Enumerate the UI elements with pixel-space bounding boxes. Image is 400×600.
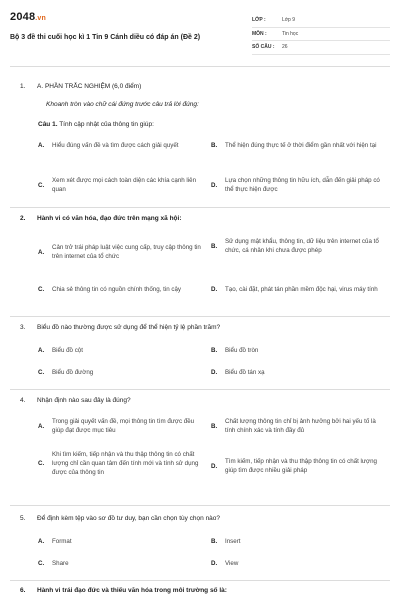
option-d[interactable] <box>211 285 381 294</box>
option-letter: C. <box>38 286 45 293</box>
option-text: Hiểu đúng vấn đề và tìm được cách giải quyết <box>52 142 179 149</box>
option-a[interactable] <box>38 417 203 435</box>
question-5 <box>20 514 390 523</box>
option-text: Sử dụng mật khẩu, thông tin, dữ liệu trên internet của tổ chức, cá nhân khi chưa được phép <box>225 238 379 254</box>
question-text: Để định kèm tệp vào sơ đồ tư duy, bạn cần chọn tùy chọn nào? <box>37 515 221 522</box>
option-b[interactable] <box>211 141 381 150</box>
option-text: Cản trở trái pháp luật việc cung cấp, truy cập thông tin trên internet của tổ chức <box>52 244 201 260</box>
option-letter: B. <box>211 242 218 250</box>
option-text: Biểu đồ tròn <box>225 347 259 354</box>
option-d[interactable] <box>211 457 381 475</box>
option-d[interactable] <box>211 559 381 568</box>
option-letter: A. <box>38 538 45 545</box>
option-b[interactable] <box>211 346 381 355</box>
option-text: Biểu đồ cột <box>52 347 83 354</box>
option-text: Share <box>52 560 69 567</box>
option-text: Insert <box>225 538 241 545</box>
meta-value: Lớp 9 <box>282 17 296 24</box>
question-number: 1. <box>20 83 26 90</box>
exam-meta <box>252 14 390 55</box>
site-logo[interactable] <box>10 11 46 23</box>
option-text: Format <box>52 538 72 545</box>
option-d[interactable] <box>211 176 381 194</box>
option-text: Trong giải quyết vấn đề, mọi thông tin tìm được đều giúp đạt được mục tiêu <box>52 418 195 434</box>
option-text: Thể hiện đúng thực tế ở thời điểm gần nhất với hiện tại <box>225 142 377 149</box>
option-text: Lựa chọn những thông tin hữu ích, dẫn đến giải pháp có thể thực hiện được <box>225 177 380 193</box>
option-c[interactable] <box>38 176 203 194</box>
option-letter: A. <box>38 347 45 354</box>
exam-title: Bộ 3 đề thi cuối học kì 1 Tin 9 Cánh diều có đáp án (Đề 2) <box>10 34 201 41</box>
option-d[interactable] <box>211 368 381 377</box>
divider <box>10 207 390 208</box>
logo-suffix: .vn <box>35 15 46 22</box>
sub-question-text: Tính cập nhật của thông tin giúp: <box>57 121 154 128</box>
meta-key: SỐ CÂU : <box>252 44 275 51</box>
option-b[interactable] <box>211 237 381 255</box>
sub-question <box>38 121 154 128</box>
question-number: 6. <box>20 587 26 594</box>
instruction-text: Khoanh tròn vào chữ cái đứng trước câu trả lời đúng: <box>46 101 199 108</box>
option-c[interactable] <box>38 368 203 377</box>
option-letter: B. <box>211 538 218 545</box>
option-text: Chia sẻ thông tin có nguồn chính thống, tin cậy <box>52 286 181 293</box>
question-number: 5. <box>20 515 26 522</box>
meta-value: 26 <box>282 44 288 51</box>
question-6 <box>20 586 390 595</box>
option-letter: D. <box>211 560 218 567</box>
option-a[interactable] <box>38 141 203 150</box>
question-number: 3. <box>20 324 26 331</box>
option-letter: C. <box>38 369 45 376</box>
divider <box>10 66 390 67</box>
option-text: Biểu đồ đường <box>52 369 94 376</box>
option-letter: C. <box>38 460 45 467</box>
option-letter: A. <box>38 248 45 256</box>
option-letter: B. <box>211 422 218 430</box>
meta-row-count <box>252 41 390 55</box>
option-c[interactable] <box>38 450 203 477</box>
option-a[interactable] <box>38 346 203 355</box>
question-1 <box>20 82 390 91</box>
meta-row-class <box>252 14 390 28</box>
question-text: Nhận định nào sau đây là đúng? <box>37 397 131 404</box>
question-4 <box>20 396 390 405</box>
question-text: Biểu đồ nào thường được sử dụng để thể hiện tỷ lệ phần trăm? <box>37 324 221 331</box>
question-number: 2. <box>20 215 26 222</box>
option-a[interactable] <box>38 243 203 261</box>
option-text: Tìm kiếm, tiếp nhận và thu thập thông tin có chất lượng giúp tìm được nhiều giải pháp <box>225 458 377 474</box>
question-number: 4. <box>20 397 26 404</box>
option-c[interactable] <box>38 285 203 294</box>
question-2 <box>20 214 390 223</box>
option-letter: D. <box>211 369 218 376</box>
divider <box>10 389 390 390</box>
question-3 <box>20 323 390 332</box>
option-letter: A. <box>38 422 45 430</box>
page-header <box>0 0 400 70</box>
option-letter: D. <box>211 181 218 189</box>
option-letter: A. <box>38 142 45 149</box>
option-text: Xem xét được mọi cách toàn diện các khía cạnh liên quan <box>52 177 197 193</box>
option-text: View <box>225 560 239 567</box>
option-c[interactable] <box>38 559 203 568</box>
divider <box>10 316 390 317</box>
option-text: Khi tìm kiếm, tiếp nhận và thu thập thông tin có chất lượng chỉ cần quan tâm đến tính mới và tính sử dụng được của thông tin <box>52 451 199 476</box>
meta-row-subject <box>252 28 390 42</box>
divider <box>10 580 390 581</box>
option-letter: D. <box>211 286 218 293</box>
option-letter: B. <box>211 142 218 149</box>
meta-key: LỚP : <box>252 17 266 24</box>
option-letter: D. <box>211 462 218 470</box>
divider <box>10 505 390 506</box>
option-a[interactable] <box>38 537 203 546</box>
option-letter: C. <box>38 181 45 189</box>
option-b[interactable] <box>211 537 381 546</box>
option-text: Tạo, cài đặt, phát tán phần mềm độc hại, virus máy tính <box>225 286 378 293</box>
section-title: A. PHẦN TRẮC NGHIỆM (6,0 điểm) <box>37 83 142 90</box>
option-b[interactable] <box>211 417 381 435</box>
question-text: Hành vi có văn hóa, đạo đức trên mạng xã hội: <box>37 215 182 222</box>
option-text: Chất lượng thông tin chỉ bị ảnh hưởng bởi hai yếu tố là tính chính xác và tính đầy đủ <box>225 418 376 434</box>
meta-value: Tin học <box>282 30 299 37</box>
logo-main: 2048 <box>10 11 36 23</box>
option-letter: B. <box>211 347 218 354</box>
option-text: Biểu đồ tán xạ <box>225 369 265 376</box>
question-text: Hành vi trái đạo đức và thiếu văn hóa trong môi trường số là: <box>37 587 227 594</box>
sub-question-label: Câu 1. <box>38 121 58 128</box>
meta-key: MÔN : <box>252 30 267 37</box>
option-letter: C. <box>38 560 45 567</box>
